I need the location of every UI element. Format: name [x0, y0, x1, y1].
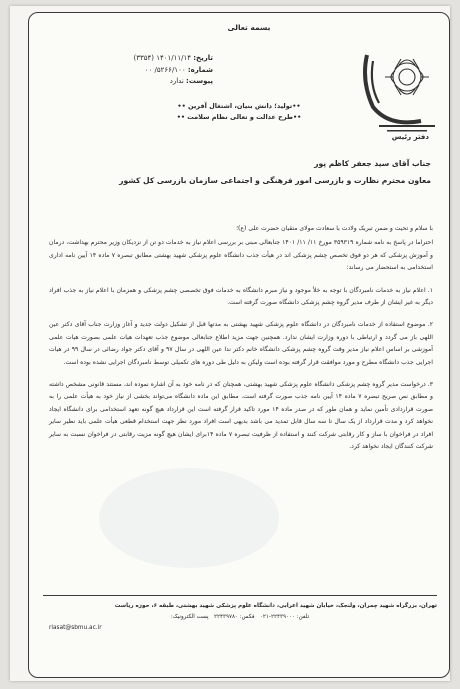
- footer-contacts: [43, 612, 437, 623]
- recipient-name: جناب آقای سید جعفر کاظم پور: [314, 159, 431, 168]
- footer-fax: فکس: ۲۲۴۳۹۷۸۰: [213, 614, 255, 620]
- footer-email[interactable]: riasat@sbmu.ac.ir: [49, 625, 102, 631]
- greeting: با سلام و تحیت و ضمن تبریک ولادت با سعادت مولای متقیان حضرت علی (ع)؛: [236, 225, 433, 232]
- body-paragraph: ۱. اعلام نیاز به خدمات نامبردگان با توجه به خلأ موجود و نیاز مبرم دانشگاه به خدمات فوق تخصصی چشم پزشکی و همزمان با اعلام نیاز به جذب افراد دیگر به غیر ایشان از طرف مدیر گروه چشم پزشکی دانشگاه صورت گرفته است.: [49, 286, 433, 307]
- footer-phone: تلفن: ۲۲۴۳۹۰۰۰-۰۲۱: [259, 614, 310, 620]
- basmala-heading: بسمه تعالی: [227, 23, 271, 32]
- attachment-row: [43, 76, 213, 88]
- body-paragraph: ۲. موضوع استفاده از خدمات نامبردگان در دانشگاه علوم پزشکی شهید بهشتی به مدتها قبل از تشکیل دولت جدید و آغاز وزارت جناب آقای دکتر عین اللهی باز می گردد و ارتباطی با دوره وزارت ایشان ندارد. همچنین جهت مزید اطلاع جنابعالی موضوع جذب تعهدات هیات علمی بصورت هیات علمی آموزشی بر اساس اعلام نیاز مدیر وقت گروه چشم پزشکی دانشگاه خانم دکتر ندا عین اللهی در سال ۹۷ و آقای دکتر جواد رضائی در سال ۹۹ در هیات اجرایی جذب دانشگاه مطرح و مورد موافقت قرار گرفته بوده است ولیکن به دلیل طی دوره های تکمیلی توسط نامبردگان اجرایی نشده بوده است.: [49, 321, 433, 366]
- number-value: ۵۲۶۶/۱۰۰/ ۰۰: [144, 65, 186, 74]
- date-label: تاریخ:: [193, 54, 213, 62]
- footer-divider: [43, 595, 437, 596]
- footer-email-label: پست الکترونیک:: [170, 614, 209, 620]
- office-title: دفتر رئیس: [391, 133, 429, 141]
- footer-address: تهران، بزرگراه شهید چمران، ولنجک، خیابان شهید اعرابی، دانشگاه علوم پزشکی شهید بهشتی، طبقه ۶، حوزه ریاست: [114, 603, 437, 609]
- slogan-2: ••طرح عدالت و تعالی نظام سلامت ••: [176, 113, 302, 121]
- handwritten-ref: (۳۳۵۴): [133, 54, 154, 62]
- faded-stamp: [99, 468, 279, 568]
- slogan-1: ••تولید؛ دانش بنیان، اشتغال آفرین ••: [177, 102, 301, 110]
- attachment-label: پیوست:: [186, 77, 213, 85]
- number-row: [43, 65, 213, 77]
- number-label: شماره:: [187, 65, 213, 74]
- body-paragraph: احتراما در پاسخ به نامه شماره ۳۵۹۳۱۹ مورخ ۱۱/ ۱۱/ ۱۴۰۱ جنابعالی مبنی بر بررسی اعلام نیاز به خدمات دو تن از نزدیکان وزیر محترم بهداشت، درمان و آموزش پزشکی که هر دو فوق تخصص چشم پزشکی اند در هیأت جذب دانشگاه علوم پزشکی شهید بهشتی مطابق تبصره ۷ ماده ۱۴ آیین نامه اداری استخدامی به استحضار می رساند:: [49, 239, 434, 272]
- body-paragraph: ۳. درخواست مدیر گروه چشم پزشکی دانشگاه علوم پزشکی شهید بهشتی، همچنان که در نامه خود به آن اشاره نموده اند، مستند قانونی مشخص داشته و مطابق نص صریح تبصره ۷ ماده ۱۴ آیین نامه جذب صورت گرفته است. مطابق این ماده دانشگاه می‌تواند بخشی از نیاز خود به هیأت علمی را به صورت قراردادی تأمین نماید و همان طور که در صدر ماده ۱۴ مورد تاکید قرار گرفته است این قرارداد هیچ گونه تعهد استخدامی برای دانشگاه ایجاد نخواهد کرد و مدت قرارداد از یک سال تا سه سال قابل تمدید می باشد بدیهی است افراد مورد نظر جهت استخدام قطعی هیأت علمی باید نظیر سایر افراد در فراخوان با ساز و کار رقابتی شرکت کنند و استفاده از ظرفیت تبصره ۷ ماده ۱۴برای ایشان هیچ گونه مزیت رقابتی در فراخوان نسبت به سایر شرکت کنندگان ایجاد نخواهد کرد.: [49, 381, 434, 451]
- letter-meta: [43, 53, 213, 88]
- recipient-title: معاون محترم نظارت و بازرسی امور فرهنگی و اجتماعی سازمان بازرسی کل کشور: [119, 176, 431, 185]
- date-row: [43, 53, 213, 65]
- letter-body: [49, 223, 433, 464]
- date-value: ۱۴۰۱/۱۱/۱۴: [156, 54, 191, 62]
- slogans: [139, 101, 339, 123]
- recipient-block: [49, 155, 431, 189]
- university-logo-icon: [355, 41, 441, 137]
- letter-frame: [28, 12, 450, 678]
- attachment-value: ندارد: [169, 77, 184, 85]
- letter-page: [10, 6, 450, 681]
- letter-footer: [43, 601, 437, 631]
